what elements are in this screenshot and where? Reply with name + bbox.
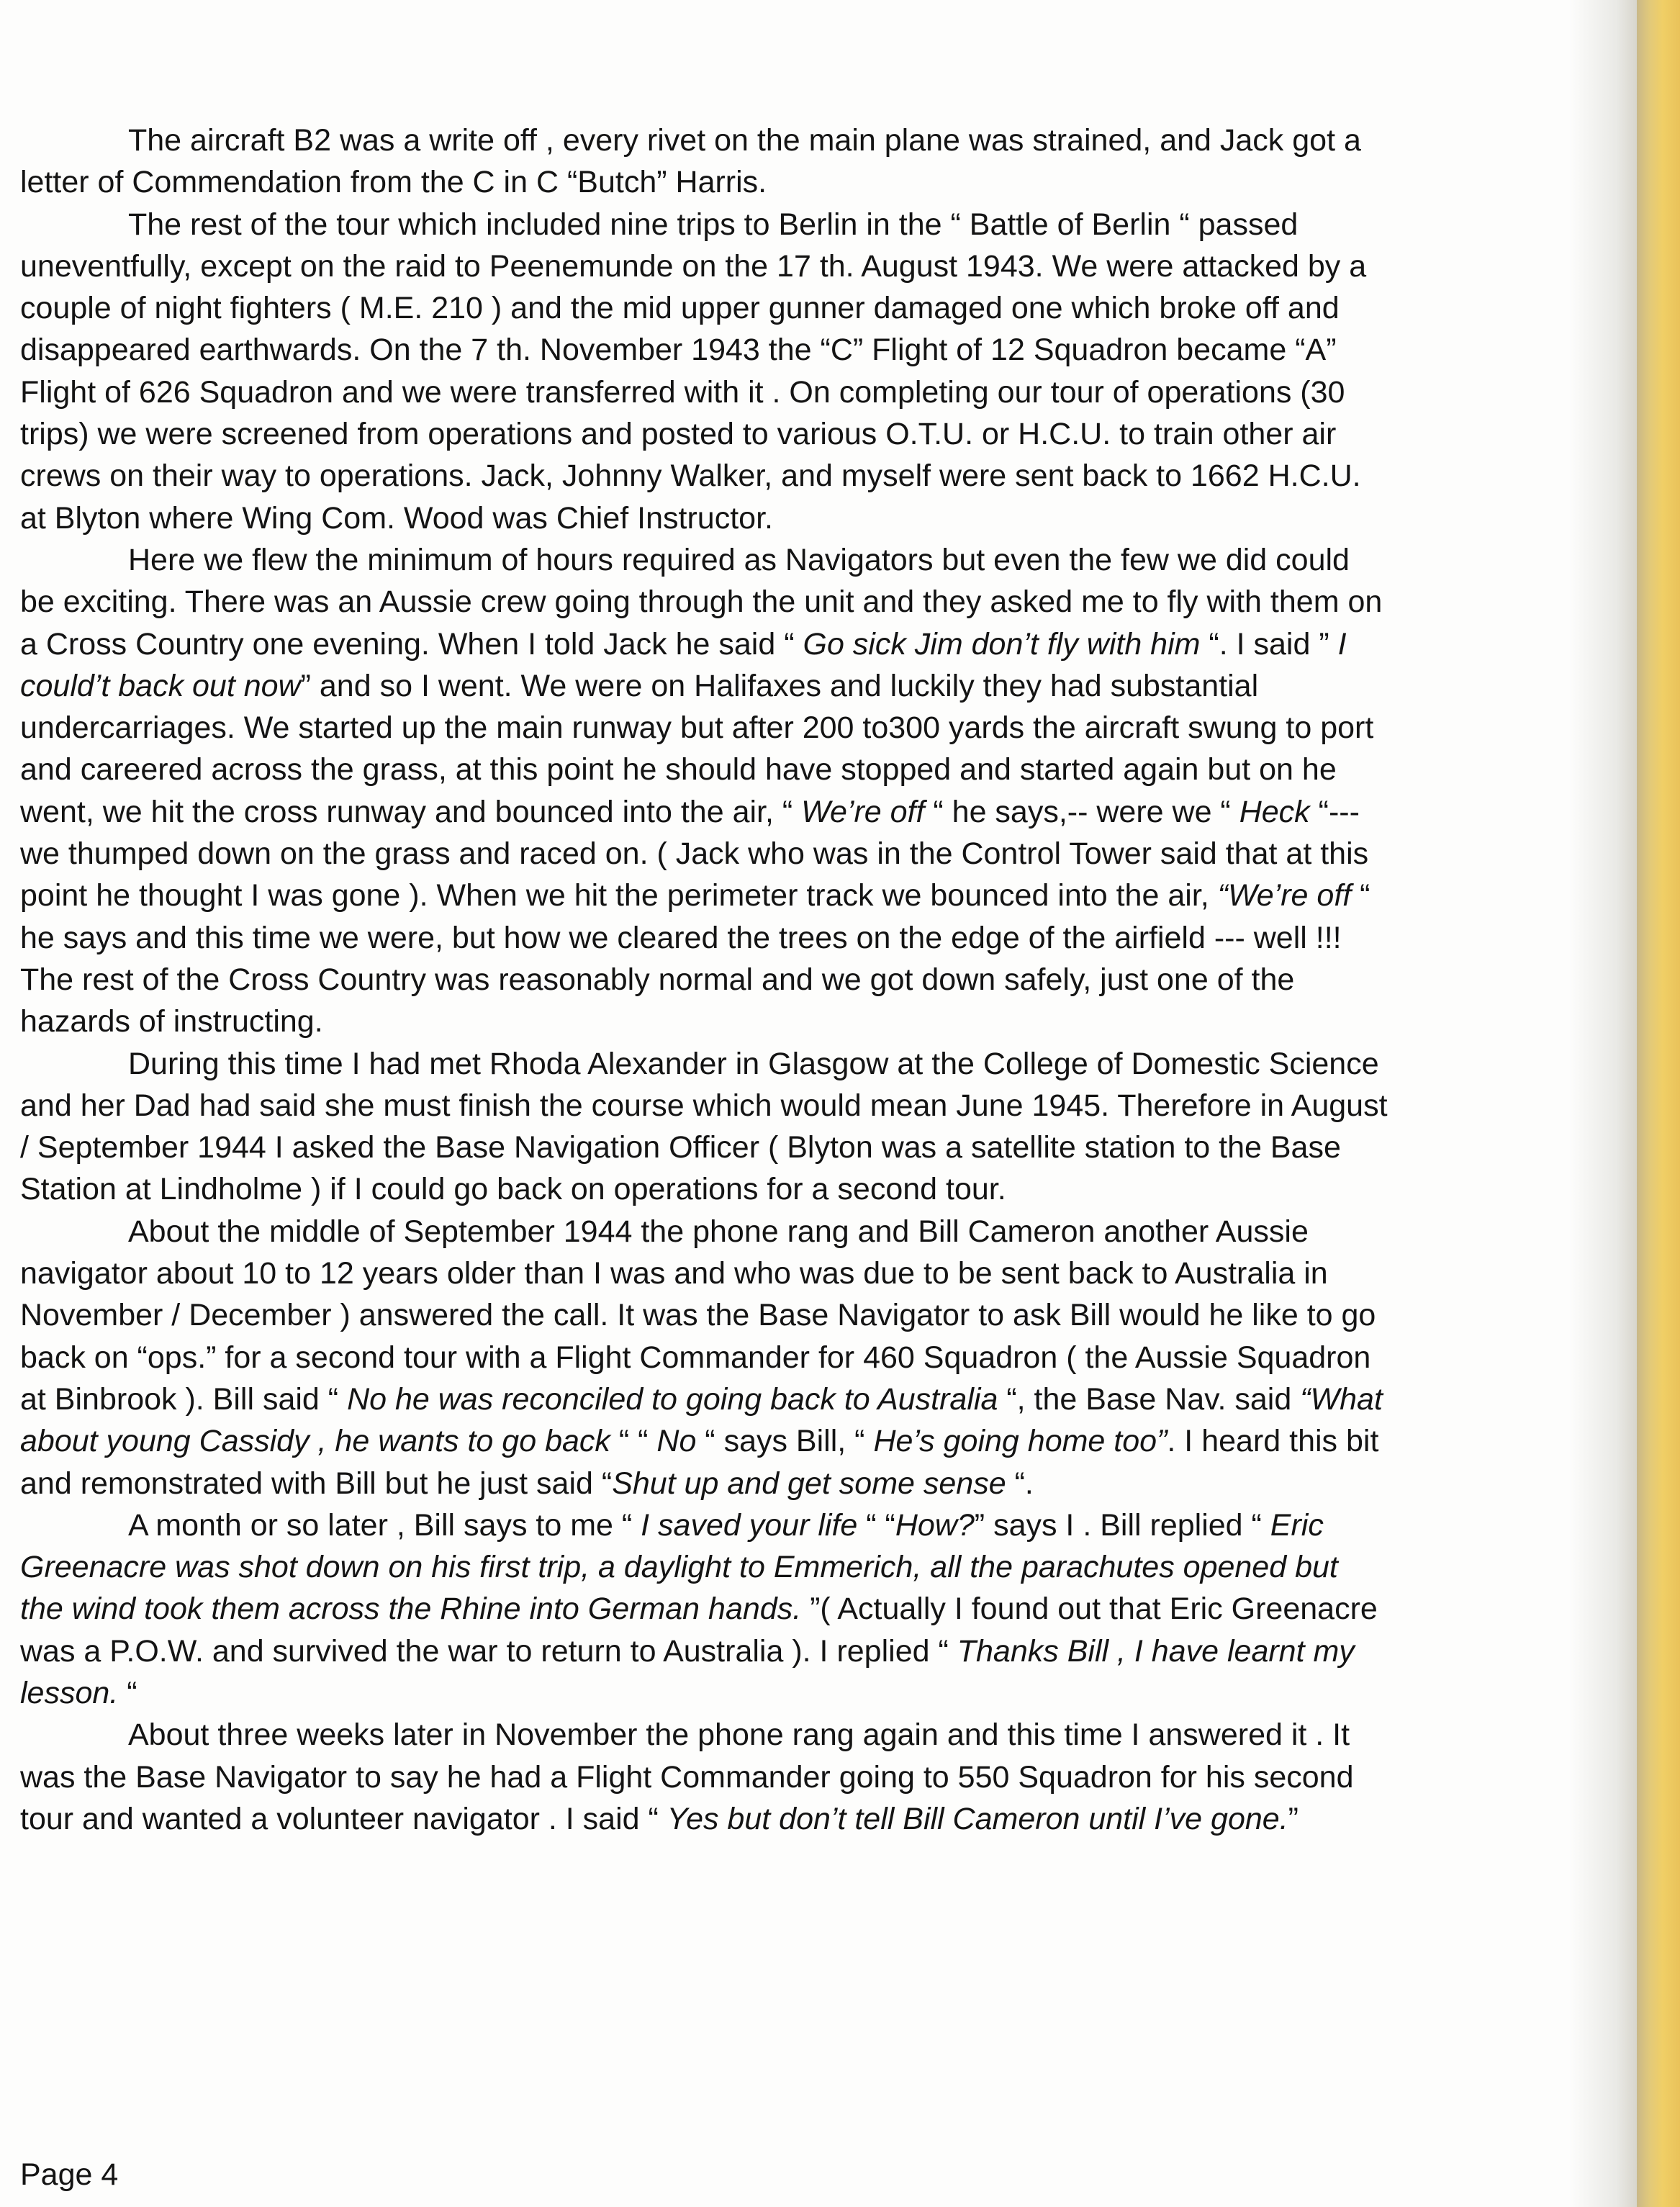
binding-edge bbox=[1637, 0, 1680, 2207]
paragraph bbox=[20, 204, 1388, 539]
paragraph-text: A month or so later , Bill says to me “ I saved your life “ “How?” says I . Bill replied “ Eric Greenacre was shot down on his first trip, a daylight to Emmerich, all the parachutes opened but the wind took them across the Rhine into German hands. ”( Actually I found out that Eric Greenacre was a P.O.W. and survived the war to return to Australia ). I replied “ Thanks Bill , I have learnt my lesson. “ bbox=[20, 1507, 1378, 1710]
paragraph bbox=[20, 1043, 1388, 1211]
body-text bbox=[20, 119, 1388, 1840]
page-edge-shadow bbox=[1569, 0, 1637, 2207]
paragraph bbox=[20, 1504, 1388, 1714]
paragraph-text: Here we flew the minimum of hours required as Navigators but even the few we did could be exciting. There was an Aussie crew going through the unit and they asked me to fly with them on a Cross Country one evening. When I told Jack he said “ Go sick Jim don’t fly with him “. I said ” I could’t back out now” and so I went. We were on Halifaxes and luckily they had substantial undercarriages. We started up the main runway but after 200 to300 yards the aircraft swung to port and careered across the grass, at this point he should have stopped and started again but on he went, we hit the cross runway and bounced into the air, “ We’re off “ he says,-- were we “ Heck “--- we thumped down on the grass and raced on. ( Jack who was in the Control Tower said that at this point he thought I was gone ). When we hit the perimeter track we bounced into the air, “We’re off “ he says and this time we were, but how we cleared the trees on the edge of the airfield --- well !!! The rest of the Cross Country was reasonably normal and we got down safely, just one of the hazards of instructing. bbox=[20, 542, 1383, 1039]
paragraph bbox=[20, 119, 1388, 204]
paragraph-text: The rest of the tour which included nine trips to Berlin in the “ Battle of Berlin “ passed uneventfully, except on the raid to Peenemunde on the 17 th. August 1943. We were attacked by a couple of night fighters ( M.E. 210 ) and the mid upper gunner damaged one which broke off and disappeared earthwards. On the 7 th. November 1943 the “C” Flight of 12 Squadron became “A” Flight of 626 Squadron and we were transferred with it . On completing our tour of operations (30 trips) we were screened from operations and posted to various O.T.U. or H.C.U. to train other air crews on their way to operations. Jack, Johnny Walker, and myself were sent back to 1662 H.C.U. at Blyton where Wing Com. Wood was Chief Instructor. bbox=[20, 207, 1367, 536]
paragraph-text: The aircraft B2 was a write off , every rivet on the main plane was strained, and Jack got a letter of Commendation from the C in C “Butch” Harris. bbox=[20, 123, 1361, 200]
paragraph-text: About three weeks later in November the phone rang again and this time I answered it . It was the Base Navigator to say he had a Flight Commander going to 550 Squadron for his second tour and wanted a volunteer navigator . I said “ Yes but don’t tell Bill Cameron until I’ve gone.” bbox=[20, 1718, 1354, 1836]
page-number: Page 4 bbox=[20, 2157, 119, 2192]
paragraph-text: During this time I had met Rhoda Alexander in Glasgow at the College of Domestic Science and her Dad had said she must finish the course which would mean June 1945. Therefore in August / September 1944 I asked the Base Navigation Officer ( Blyton was a satellite station to the Base Station at Lindholme ) if I could go back on operations for a second tour. bbox=[20, 1046, 1388, 1207]
paragraph-text: About the middle of September 1944 the phone rang and Bill Cameron another Aussie navigator about 10 to 12 years older than I was and who was due to be sent back to Australia in November / December ) answered the call. It was the Base Navigator to ask Bill would he like to go back on “ops.” for a second tour with a Flight Commander for 460 Squadron ( the Aussie Squadron at Binbrook ). Bill said “ No he was reconciled to going back to Australia “, the Base Nav. said “What about young Cassidy , he wants to go back “ “ No “ says Bill, “ He’s going home too”. I heard this bit and remonstrated with Bill but he just said “Shut up and get some sense “. bbox=[20, 1214, 1383, 1501]
paragraph bbox=[20, 539, 1388, 1043]
paragraph bbox=[20, 1211, 1388, 1504]
paragraph bbox=[20, 1714, 1388, 1840]
